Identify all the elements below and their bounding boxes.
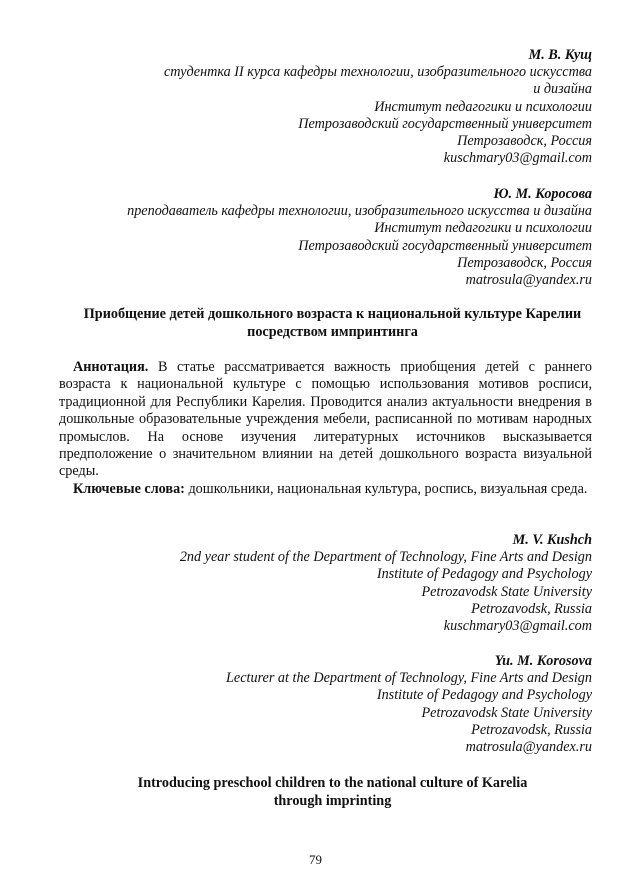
author-position: преподаватель кафедры технологии, изобразительного искусства и дизайна: [127, 203, 592, 220]
page-number: 79: [309, 852, 322, 867]
author-name: Ю. М. Коросова: [493, 186, 592, 202]
author-position: студентка II курса кафедры технологии, изобразительного искусства: [164, 64, 592, 81]
author-institute: Institute of Pedagogy and Psychology: [376, 566, 592, 583]
title-line: Приобщение детей дошкольного возраста к национальной культуре Карелии: [83, 306, 582, 322]
author-block-ru-2: [73, 186, 592, 289]
title-line: посредством импринтинга: [247, 323, 418, 340]
title-line: through imprinting: [273, 792, 392, 809]
keywords-label: Ключевые слова:: [73, 480, 185, 497]
author-institute: Институт педагогики и психологии: [374, 98, 592, 115]
author-institute: Институт педагогики и психологии: [374, 220, 592, 237]
author-name: M. V. Kushch: [512, 532, 592, 548]
author-email[interactable]: matrosula@yandex.ru: [465, 739, 592, 756]
author-email[interactable]: kuschmary03@gmail.com: [443, 618, 592, 635]
author-name: М. В. Кущ: [528, 47, 592, 63]
author-university: Петрозаводский государственный университет: [298, 237, 592, 254]
author-name: Yu. M. Korosova: [494, 653, 592, 669]
author-city: Петрозаводск, Россия: [457, 254, 592, 271]
author-block-ru-1: [73, 47, 592, 167]
author-position: 2nd year student of the Department of Technology, Fine Arts and Design: [179, 549, 592, 566]
author-block-en-1: [73, 532, 592, 635]
author-position-cont: и дизайна: [533, 81, 592, 98]
title-line: Introducing preschool children to the national culture of Karelia: [137, 775, 528, 791]
author-position: Lecturer at the Department of Technology, Fine Arts and Design: [226, 670, 592, 687]
article-title-ru: [60, 306, 605, 341]
abstract-text: В статье рассматривается важность приобщения детей с раннего возраста к национальной культуре с помощью использования мотивов росписи, традиционной для Республики Карелия. Проводится анализ актуальности внедрения в дошкольные образовательные учреждения мебели, расписанной по мотивам народных промыслов. На основе изучения литературных источников высказывается предположение о значительном влиянии на детей дошкольного возраста визуальной среды.: [59, 359, 593, 480]
keywords-ru: [59, 481, 592, 498]
author-email[interactable]: kuschmary03@gmail.com: [443, 150, 592, 167]
author-city: Петрозаводск, Россия: [457, 133, 592, 150]
author-city: Petrozavodsk, Russia: [471, 600, 592, 617]
author-institute: Institute of Pedagogy and Psychology: [376, 687, 592, 704]
author-university: Petrozavodsk State University: [421, 704, 592, 721]
keywords-text: дошкольники, национальная культура, роспись, визуальная среда.: [188, 480, 588, 497]
abstract-label: Аннотация.: [73, 359, 149, 375]
author-block-en-2: [73, 653, 592, 756]
author-city: Petrozavodsk, Russia: [471, 721, 592, 738]
author-email[interactable]: matrosula@yandex.ru: [465, 272, 592, 289]
author-university: Petrozavodsk State University: [421, 583, 592, 600]
article-title-en: [60, 775, 605, 810]
abstract-ru: [59, 359, 592, 498]
author-university: Петрозаводский государственный университет: [298, 115, 592, 132]
